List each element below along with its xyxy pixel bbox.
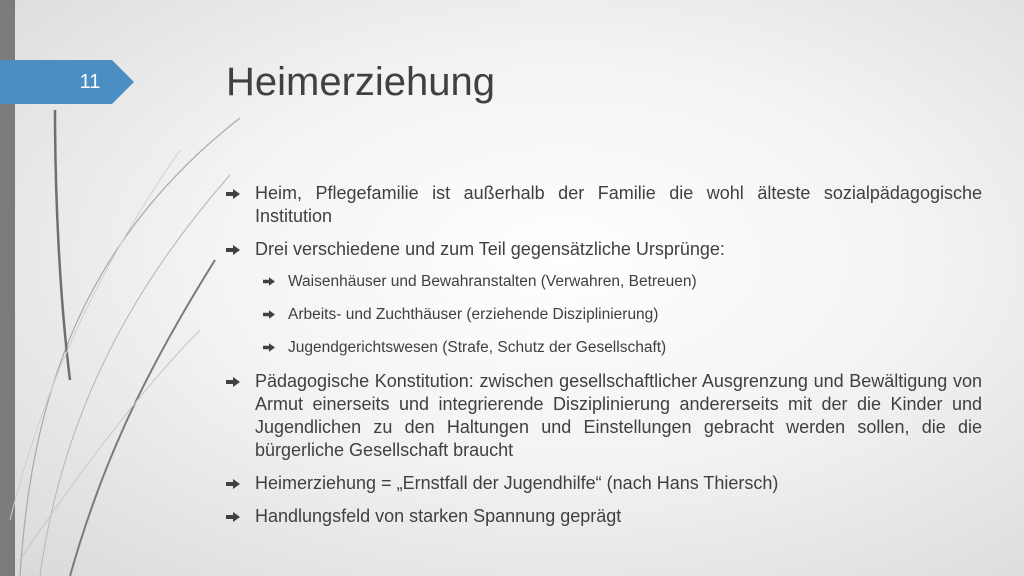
sub-bullet-item [226, 271, 982, 293]
bullet-text: Heimerziehung = „Ernstfall der Jugendhilfe“ (nach Hans Thiersch) [255, 473, 779, 493]
bullet-item [226, 472, 982, 495]
arrow-bullet-icon [226, 245, 240, 255]
slide-number: 11 [79, 71, 101, 93]
slide-title: Heimerziehung [226, 60, 496, 104]
sub-bullet-item [226, 304, 982, 326]
bullet-text: Handlungsfeld von starken Spannung geprägt [255, 506, 622, 526]
slide-number-tag [0, 60, 134, 104]
bullet-text: Arbeits- und Zuchthäuser (erziehende Disziplinierung) [288, 306, 659, 323]
bullet-item [226, 238, 982, 261]
arrow-bullet-icon [226, 512, 240, 522]
bullet-text: Drei verschiedene und zum Teil gegensätzliche Ursprünge: [255, 239, 725, 259]
arrow-bullet-icon [226, 377, 240, 387]
arrow-bullet-icon [263, 343, 275, 352]
bullet-text: Pädagogische Konstitution: zwischen gesellschaftlicher Ausgrenzung und Bewältigung von Armut einerseits und integrierende Disziplinierung andererseits mit der die Kinder und Jugendlichen zu den Haltungen und Einstellungen gebracht werden sollen, die die bürgerliche Gesellschaft braucht [255, 371, 982, 460]
bullet-item [226, 370, 982, 462]
bullet-item [226, 505, 982, 528]
sub-bullet-item [226, 337, 982, 359]
arrow-bullet-icon [263, 310, 275, 319]
bullet-text: Heim, Pflegefamilie ist außerhalb der Familie die wohl älteste sozialpädagogische Institution [255, 183, 982, 226]
bullet-text: Waisenhäuser und Bewahranstalten (Verwahren, Betreuen) [288, 273, 697, 290]
arrow-bullet-icon [226, 189, 240, 199]
bullet-text: Jugendgerichtswesen (Strafe, Schutz der Gesellschaft) [288, 339, 667, 356]
arrow-bullet-icon [263, 277, 275, 286]
bullet-item [226, 182, 982, 228]
bullet-list [226, 182, 982, 538]
arrow-bullet-icon [226, 479, 240, 489]
